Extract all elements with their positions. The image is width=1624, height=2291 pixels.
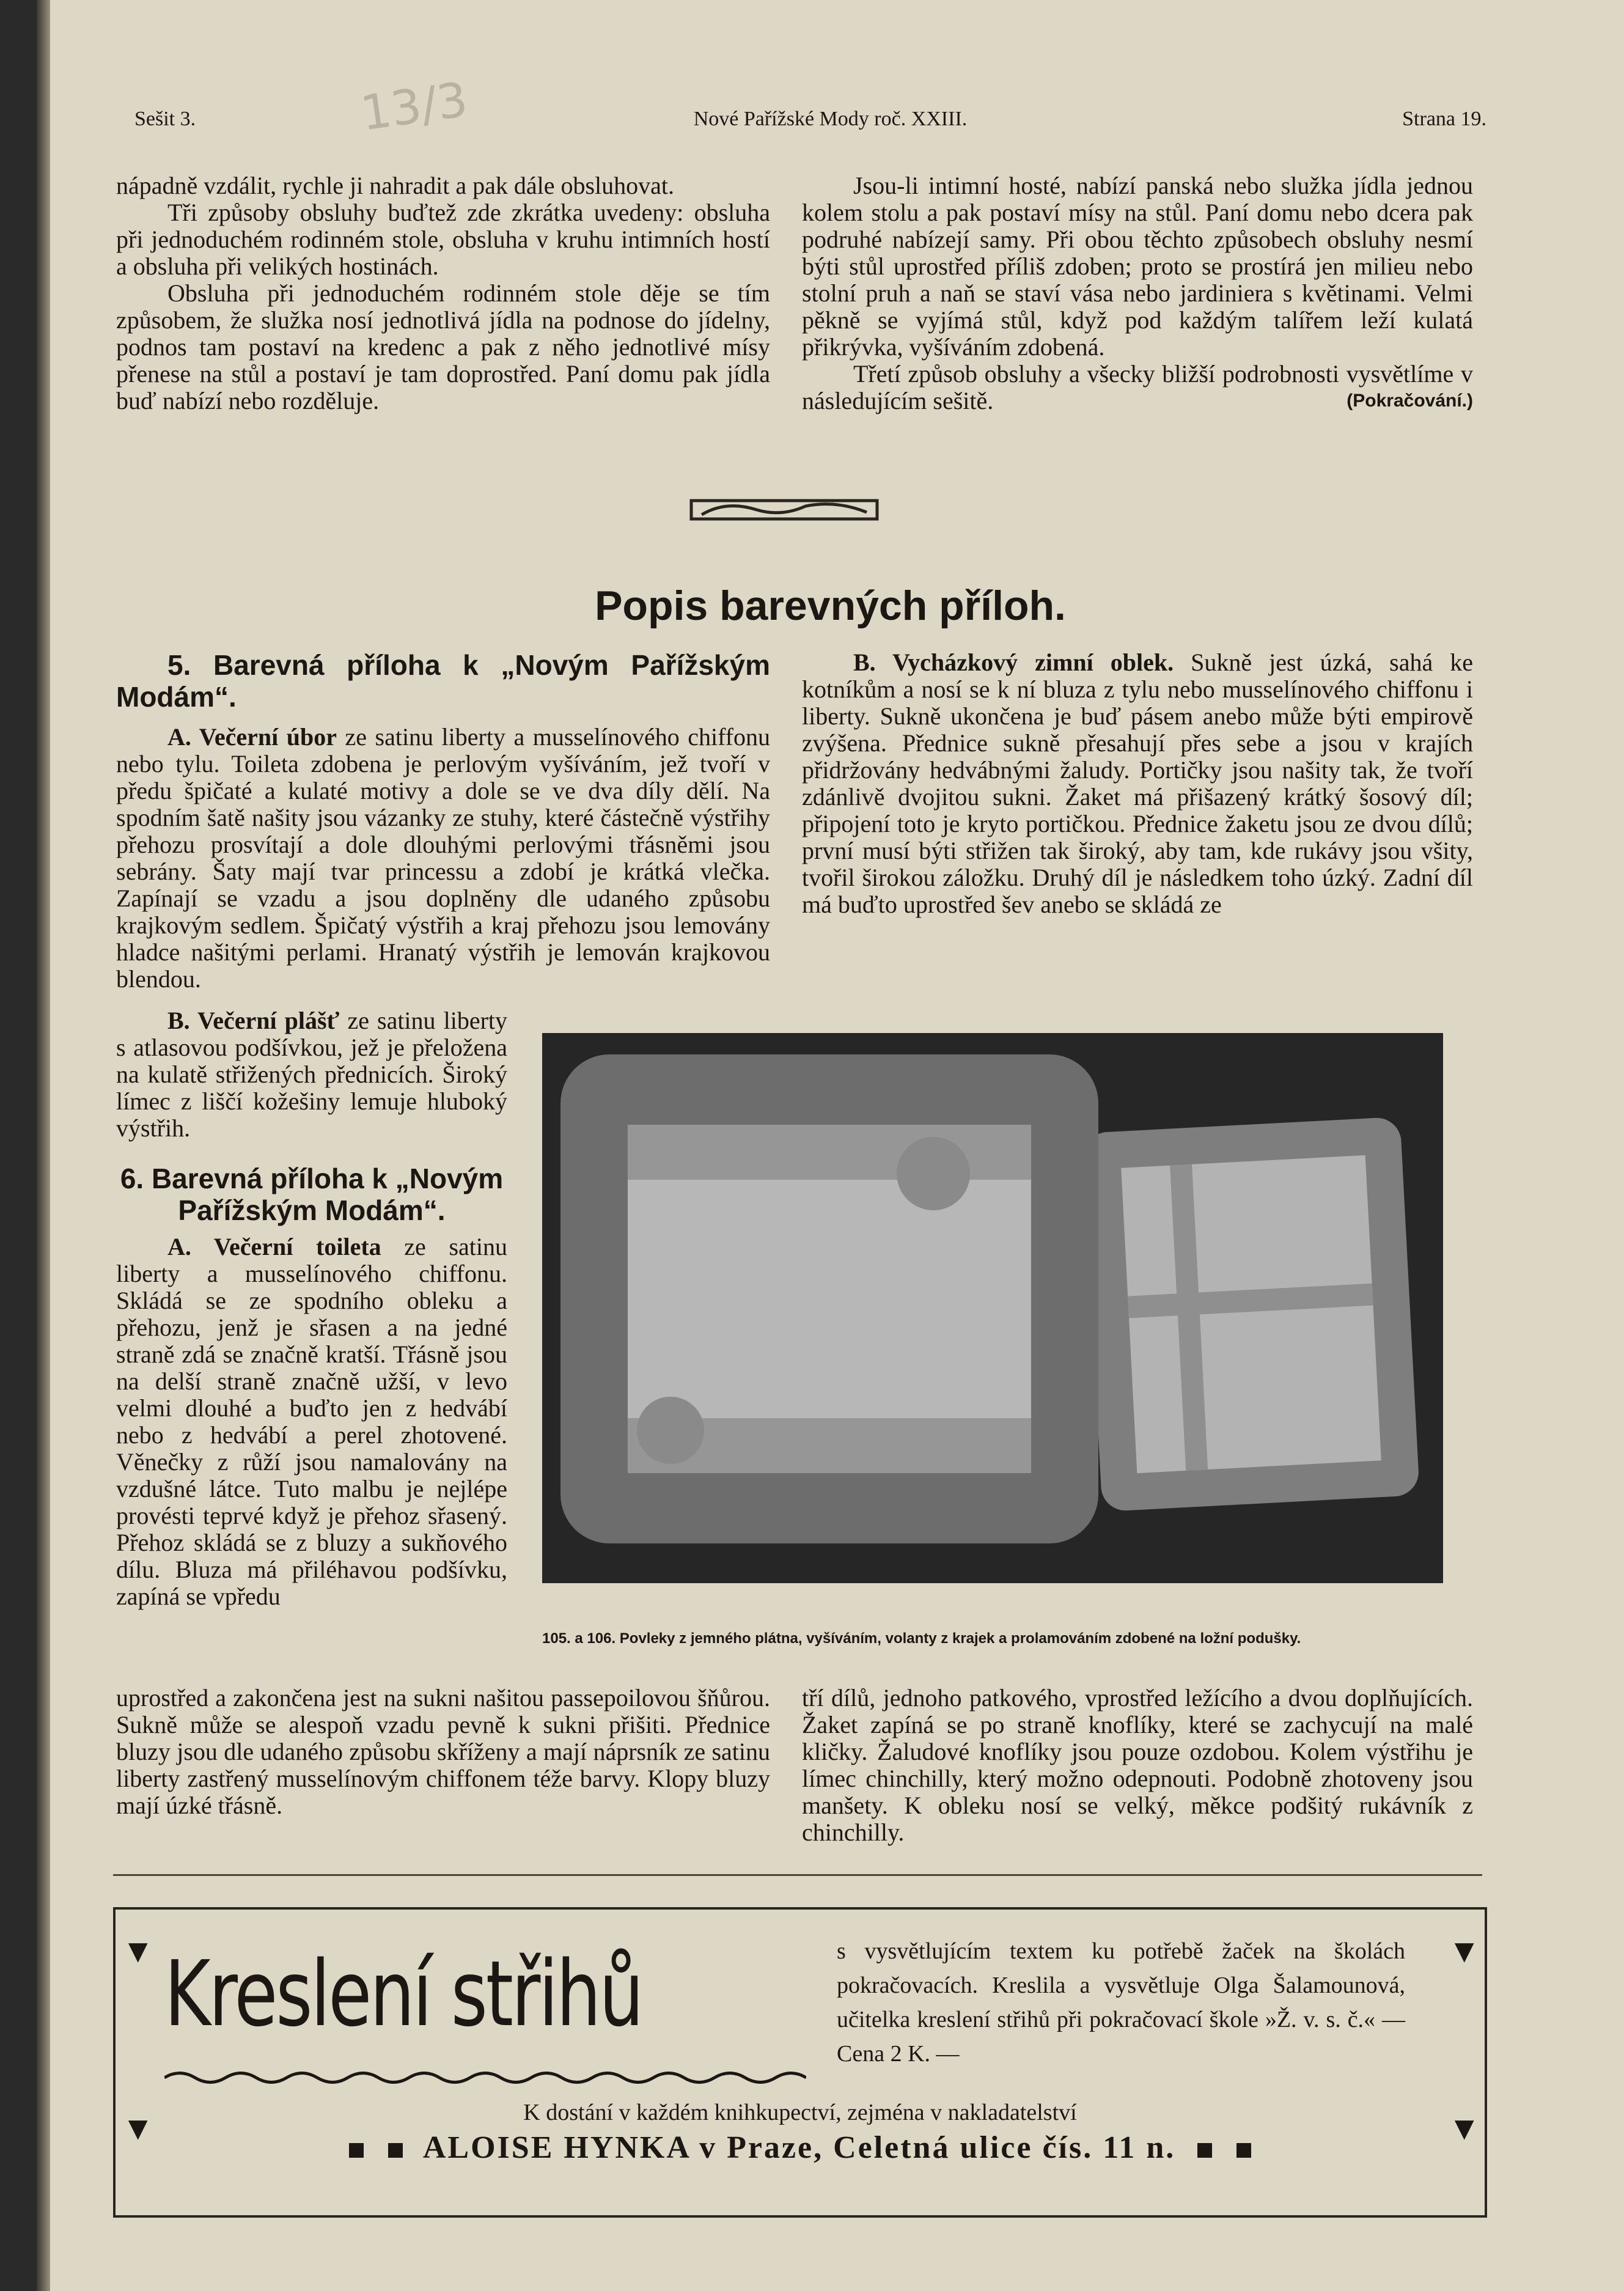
book-spine [37, 0, 50, 2291]
paragraph: nápadně vzdálit, rychle ji nahradit a pak dále obsluhovat. [116, 172, 675, 199]
paragraph: Třetí způsob obsluhy a všecky bližší podrobnosti vysvětlíme v následujícím sešitě. [802, 360, 1473, 414]
paragraph: uprostřed a zakončena jest na sukni našitou passepoilovou šňůrou. Sukně může se alespoň vzadu pevně k sukni přišiti. Přednice bluzy jsou dle udaného způsobu skříženy a mají náprsník ze satinu liberty zastřený musselínovým chiffonem téže barvy. Klopy bluzy mají úzké třásně. [116, 1684, 770, 1819]
item-text: ze satinu liberty a musselínového chiffonu. Skládá se ze spodního obleku a přehozu, jenž je sřasen a na jedné straně zdá se značně kratší. Třásně jsou na delší straně značně užší, v levo velmi dlouhé a buďto jen z hedvábí nebo z hedvábí a perel zhotovené. Věnečky z růží jsou namalovány na vzdušné látce. Tuto malbu je nejlépe provésti teprvé když je přehoz sřasený. Přehoz skládá se z bluzy a sukňového dílu. Bluza má přiléhavou podšívku, zapíná se vpředu [116, 1233, 507, 1610]
triangle-marker: ▼ [1448, 2110, 1481, 2147]
triangle-marker: ▼ [122, 2110, 155, 2147]
paragraph: Tři způsoby obsluhy buďtež zde zkrátka uvedeny: obsluha při jednoduchém rodinném stole, obsluha v kruhu intimních hostí a obsluha při velikých hostinách. [116, 199, 770, 280]
left-column-bottom [116, 1685, 770, 1819]
left-narrow-column [116, 1007, 507, 1610]
paragraph [802, 649, 1473, 918]
paragraph: tří dílů, jednoho patkového, vprostřed ležícího a dvou doplňujících. Žaket zapíná se po straně knoflíky, které se zachycují na malé kličky. Žaludové knoflíky jsou pouze ozdobou. Kolem výstřihu je límec chinchilly, který možno odepnouti. Podobně zhotoveny jsou manšety. K obleku nosí se velký, měkce podšitý rukávník z chinchilly. [802, 1684, 1473, 1846]
ornament-divider [689, 499, 879, 521]
triangle-marker: ▼ [1448, 1933, 1481, 1969]
ad-description: s vysvětlujícím textem ku potřebě žaček na školách pokračovacích. Kreslila a vysvětluje Olga Šalamounová, učitelka kreslení střihů při pokračovací škole »Ž. v. s. č.« — Cena 2 K. — [837, 1938, 1405, 2067]
item-lead: B. Vycházkový zimní oblek. [853, 649, 1174, 676]
paragraph [116, 1234, 507, 1610]
divider-rule [113, 1874, 1482, 1876]
item-text: ze satinu liberty a musselínového chiffonu nebo tylu. Toileta zdobena je perlovým vyšíváním, jež tvoří v předu špičaté a kulaté motivy a dole se ve dva díly dělí. Na spodním šatě našity jsou vázanky ze stuhy, které částečně výstřihy přehozu prosvítají a dole dlouhými perlovými třásněmi jsou sebrány. Šaty mají tvar princessu a zdobí je krátká vlečka. Zapínají se vzadu a jsou doplněny dle udaného způsobu krajkovým sedlem. Špičatý výstřih a kraj přehozu jsou lemovány hladce našitými perlami. Hranatý výstřih je lemován krajkovou blendou. [116, 723, 770, 993]
item-text: ze satinu liberty s atlasovou podšívkou, jež je přeložena na kulatě střižených přednicích. Široký límec z liščí kožešiny lemuje hluboký výstřih. [116, 1007, 508, 1142]
ad-publisher-line [116, 2130, 1485, 2166]
paragraph [116, 724, 770, 993]
item-lead: A. Večerní toileta [167, 1233, 381, 1260]
ad-title: Kreslení střihů [164, 1941, 642, 2046]
header-journal: Nové Pařížské Mody roč. XXIII. [693, 108, 968, 130]
item-text: Sukně jest úzká, sahá ke kotníkům a nosí se k ní bluza z tylu nebo musselínového chiffonu i liberty. Sukně ukončena je buď pásem anebo může býti empirově zvýšena. Přednice sukně přesahují přes sebe a jsou v krajích přidržovány hedvábnými žaludy. Portičky jsou našity tak, že tvoří zdánlivě dvojitou sukni. Žaket má přišazený krátký šosový díl; připojení toto je kryto portičkou. Přednice žaketu jsou ze dvou dílů; první musí býti střižen tak široký, aby tam, kde rukávy jsou všity, tvořil širokou záložku. Druhý díl je následkem toho úzký. Zadní díl má buďto uprostřed šev anebo se skládá ze [802, 649, 1473, 918]
ad-availability: K dostání v každém knihkupectví, zejména v nakladatelství [523, 2100, 1077, 2125]
top-right-column [802, 172, 1473, 427]
item-lead: A. Večerní úbor [167, 723, 337, 751]
figure-caption: 105. a 106. Povleky z jemného plátna, vyšíváním, volanty z krajek a prolamováním zdobené na ložní podušky. [542, 1630, 1301, 1647]
header-page: Strana 19. [1402, 108, 1486, 130]
right-column [802, 649, 1473, 918]
supplement-5-heading: 5. Barevná příloha k „Novým Pařížským Modám“. [116, 649, 770, 713]
top-left-column [116, 172, 770, 414]
paragraph: Jsou-li intimní hosté, nabízí panská nebo služka jídla jednou kolem stolu a pak postaví mísy na stůl. Paní domu nebo dcera pak podruhé nabízejí samy. Při obou těchto způsobech obsluhy nesmí býti stůl uprostřed příliš zdoben; proto se prostírá jen milieu nebo stolní pruh a naň se staví vása nebo jardiniera s květinami. Velmi pěkně se vyjímá stůl, když pod každým talířem leží kulatá přikrývka, vyšíváním zdobená. [802, 172, 1473, 361]
item-lead: B. Večerní plášť [167, 1007, 340, 1034]
triangle-marker: ▼ [122, 1933, 155, 1969]
stamp: 13/3 [357, 72, 471, 142]
section-title: Popis barevných příloh. [595, 583, 1066, 629]
flourish-underline [164, 2069, 806, 2087]
page [37, 0, 1624, 2291]
continuation-note: (Pokračování.) [1347, 391, 1473, 411]
supplement-6-heading: 6. Barevná příloha k „Novým Pařížským Modám“. [120, 1163, 504, 1226]
right-column-bottom [802, 1685, 1473, 1846]
advertisement [113, 1907, 1487, 2218]
paragraph [116, 1007, 507, 1142]
paragraph: Obsluha při jednoduchém rodinném stole děje se tím způsobem, že služka nosí jednotlivá jídla na podnose do jídelny, podnos tam postaví na kredenc a pak z něho jednotlivé mísy přenese na stůl a postaví je tam doprostřed. Paní domu pak jídla buď nabízí nebo rozděluje. [116, 279, 770, 414]
ad-publisher: ALOISE HYNKA v Praze, Celetná ulice čís. 11 n. [422, 2130, 1176, 2165]
left-column [116, 649, 770, 993]
pillow-cases-photo [542, 1033, 1443, 1583]
header-issue: Sešit 3. [134, 108, 196, 130]
